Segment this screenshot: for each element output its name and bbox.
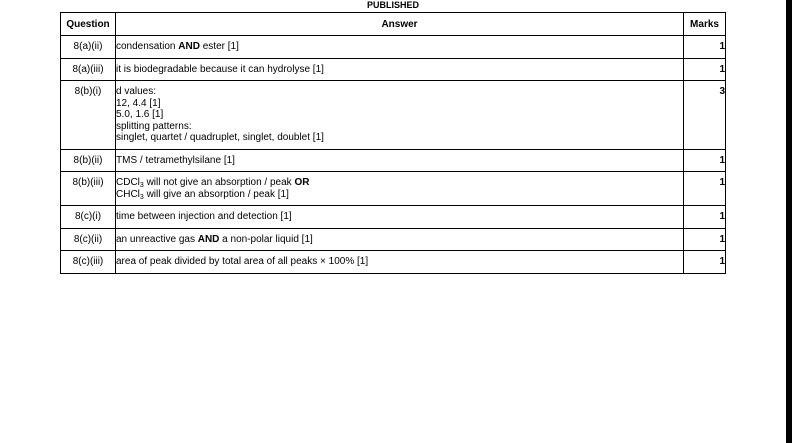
mark-scheme-table [60,12,726,274]
answer-text [116,172,683,205]
answer-line: 5.0, 1.6 [1] [116,109,164,120]
marks-value: 1 [719,41,725,52]
answer-line: CDCl$_3$ will not give an absorption / peak OR [116,177,310,189]
table-row [61,58,726,81]
marks-value: 1 [719,256,725,267]
marks-column-header: Marks [684,13,726,36]
answer-text: condensation AND ester [1] [116,41,239,52]
answer-line: 12, 4.4 [1] [116,97,161,109]
question-number: 8(c)(i) [74,211,102,222]
table-row [61,81,726,150]
marks-value: 1 [719,177,725,188]
table-row [61,172,726,206]
answer-column-header: Answer [116,13,684,36]
answer-line: d values: [116,86,157,97]
table-row [61,36,726,59]
page-header: PUBLISHED [366,0,419,10]
question-number: 8(c)(iii) [72,256,104,267]
marks-value: 1 [719,233,725,245]
answer-line: singlet, quartet / quadruplet, singlet, doublet [1] [116,132,324,143]
question-number: 8(c)(ii) [73,233,103,245]
answer-text: TMS / tetramethylsilane [1] [116,154,235,166]
marks-value: 1 [719,63,725,75]
question-number: 8(b)(iii) [72,177,104,188]
answer-text: it is biodegradable because it can hydrolyse [1] [116,63,324,75]
answer-text: an unreactive gas AND a non-polar liquid [1] [116,233,313,245]
question-number: 8(a)(iii) [72,63,104,75]
marks-value: 3 [719,86,725,97]
question-number: 8(a)(ii) [73,41,103,52]
table-row [61,206,726,229]
question-number: 8(b)(ii) [73,154,103,166]
marks-value: 1 [719,154,725,166]
answer-text [116,81,683,149]
marks-value: 1 [719,211,725,222]
answer-line: CHCl$_3$ will give an absorption / peak [1] [116,188,289,201]
table-row [61,228,726,251]
answer-line: splitting patterns: [116,120,192,132]
table-row [61,149,726,172]
table-row [61,251,726,274]
answer-text: area of peak divided by total area of all peaks × 100% [1] [116,256,369,267]
question-number: 8(b)(i) [74,86,102,97]
table-header-row [61,13,726,36]
answer-text: time between injection and detection [1] [116,211,292,222]
question-column-header: Question [61,13,116,36]
